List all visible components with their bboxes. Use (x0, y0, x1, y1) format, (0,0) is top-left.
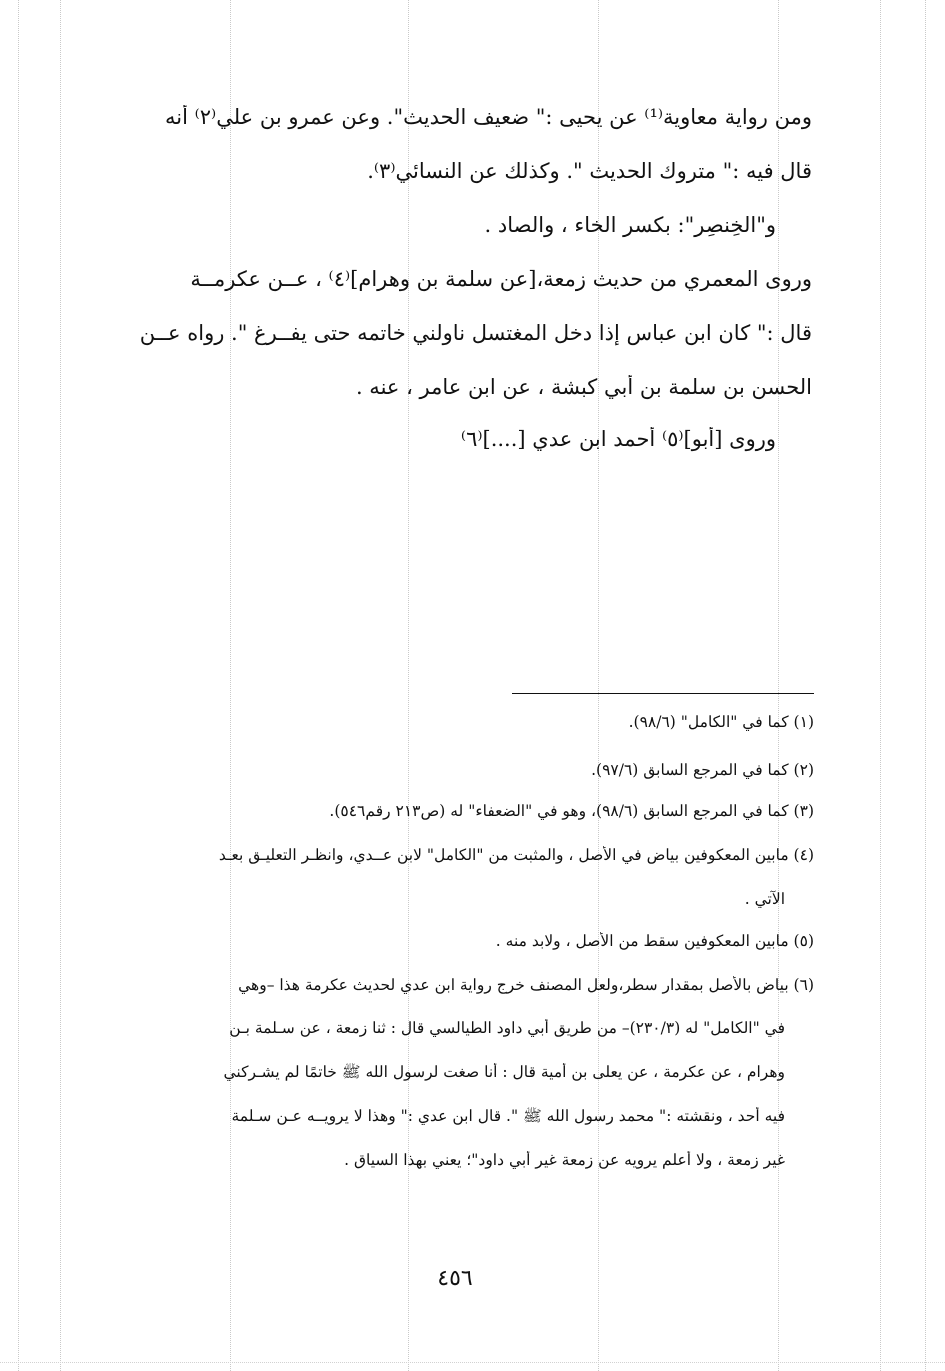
main-text-line: قال :" كان ابن عباس إذا دخل المغتسل ناولني خاتمه حتى يفــرغ ". رواه عــن (139, 321, 812, 345)
main-text-line: وروى المعمري من حديث زمعة،[عن سلمة بن وهرام]⁽٤⁾ ، عــن عكرمــة (190, 267, 812, 291)
footnote-2: (٢) كما في المرجع السابق (٩٧/٦). (591, 761, 814, 779)
footnote-4: (٤) مابين المعكوفين بياض في الأصل ، والمثبت من "الكامل" لابن عــدي، وانظـر التعليـق بعـد (218, 846, 814, 864)
main-text-line: ومن رواية معاوية⁽¹⁾ عن يحيى :" ضعيف الحديث". وعن عمرو بن علي⁽٢⁾ أنه (164, 105, 812, 129)
scan-guide-line (925, 0, 926, 1371)
page-number: ٤٥٦ (437, 1266, 473, 1291)
main-text-line: و"الخِنصِر": بكسر الخاء ، والصاد . (484, 213, 776, 237)
footnote-3: (٣) كما في المرجع السابق (٩٨/٦)، وهو في "الضعفاء" له (ص٢١٣ رقم٥٤٦). (329, 802, 814, 820)
main-text-line: قال فيه :" متروك الحديث ". وكذلك عن النسائي⁽٣⁾. (367, 159, 812, 183)
scan-guide-line (880, 0, 881, 1371)
footnote-6-continuation: غير زمعة ، ولا أعلم يرويه عن زمعة غير أبي داود"؛ يعني بهذا السياق . (344, 1151, 785, 1169)
footnote-6-continuation: فيه أحد ، ونقشته :" محمد رسول الله ﷺ ". قال ابن عدي :" وهذا لا يرويــه عـن سـلمة (231, 1107, 785, 1125)
footnote-6-continuation: في "الكامل" له (٢٣٠/٣)– من طريق أبي داود الطيالسي قال : ثنا زمعة ، عن سـلمة بـن (229, 1019, 785, 1037)
main-text-line: الحسن بن سلمة بن أبي كبشة ، عن ابن عامر ، عنه . (355, 375, 812, 399)
scan-guide-line (60, 0, 61, 1371)
main-text-line: وروى [أبو]⁽٥⁾ أحمد ابن عدي [....]⁽٦⁾ (460, 427, 776, 451)
footnote-6: (٦) بياض بالأصل بمقدار سطر،ولعل المصنف خرج رواية ابن عدي لحديث عكرمة هذا –وهي (238, 976, 814, 994)
footnote-1: (١) كما في "الكامل" (٩٨/٦). (628, 713, 814, 731)
footnote-separator (512, 693, 814, 694)
footnote-4-continuation: الآتي . (744, 890, 785, 908)
scan-guide-line (0, 1362, 945, 1363)
scan-guide-line (18, 0, 19, 1371)
footnote-6-continuation: وهرام ، عن عكرمة ، عن يعلى بن أمية قال : أنا صغت لرسول الله ﷺ خاتمًا لم يشـركني (223, 1063, 785, 1081)
footnote-5: (٥) مابين المعكوفين سقط من الأصل ، ولابد منه . (495, 932, 814, 950)
